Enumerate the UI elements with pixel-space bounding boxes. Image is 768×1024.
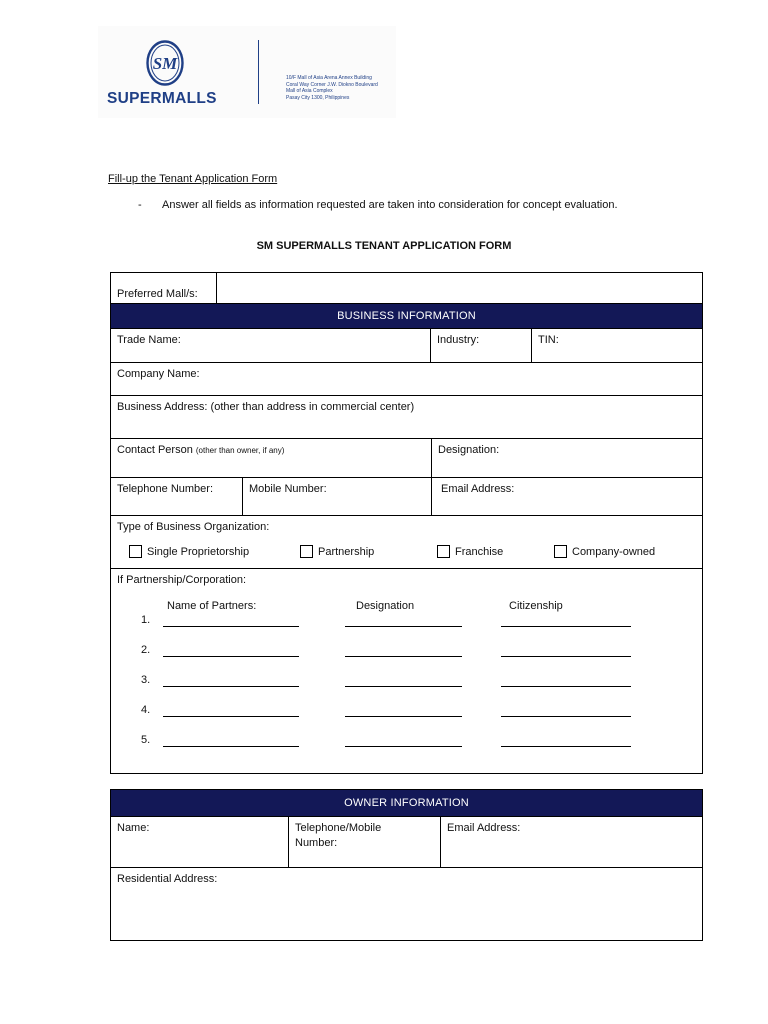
partner-number: 4. bbox=[141, 704, 151, 716]
business-address-label: Business Address: (other than address in commercial center) bbox=[117, 401, 415, 413]
designation-label: Designation: bbox=[438, 444, 500, 456]
mobile-field[interactable] bbox=[242, 478, 431, 515]
telephone-field[interactable] bbox=[111, 478, 242, 515]
phone-row bbox=[111, 478, 702, 516]
partner-citizenship-line[interactable] bbox=[501, 716, 631, 717]
sm-logo bbox=[146, 40, 184, 86]
checkbox-label: Company-owned bbox=[572, 545, 656, 558]
organization-type-label: Type of Business Organization: bbox=[117, 521, 270, 533]
instructions-bullet: Answer all fields as information requested are taken into consideration for concept evaluation. bbox=[162, 199, 618, 211]
partners-row bbox=[111, 569, 702, 773]
owner-information-header: OWNER INFORMATION bbox=[111, 790, 702, 817]
partner-name-line[interactable] bbox=[163, 716, 299, 717]
residential-address-label: Residential Address: bbox=[117, 873, 218, 885]
checkbox-label: Single Proprietorship bbox=[147, 545, 250, 558]
brand-name: SUPERMALLS bbox=[107, 90, 217, 107]
owner-email-label: Email Address: bbox=[447, 822, 521, 834]
residential-address-field[interactable] bbox=[111, 868, 702, 940]
contact-person-note: (other than owner, if any) bbox=[195, 446, 285, 455]
form-title: SM SUPERMALLS TENANT APPLICATION FORM bbox=[256, 240, 512, 252]
address-line: Mall of Asia Complex bbox=[286, 88, 333, 95]
partner-designation-line[interactable] bbox=[345, 656, 462, 657]
partner-designation-line[interactable] bbox=[345, 746, 462, 747]
address-line: Pasay City 1300, Philippines bbox=[286, 94, 350, 101]
industry-label: Industry: bbox=[437, 334, 480, 346]
checkbox-box bbox=[129, 545, 142, 558]
owner-information-table bbox=[110, 789, 703, 941]
contact-person-field[interactable] bbox=[111, 439, 431, 477]
telephone-label: Telephone Number: bbox=[117, 483, 214, 495]
checkbox-box bbox=[554, 545, 567, 558]
tin-field[interactable] bbox=[531, 329, 702, 362]
designation-field[interactable] bbox=[431, 439, 702, 477]
owner-telephone-label: Telephone/Mobile bbox=[295, 822, 382, 834]
checkbox-label: Partnership bbox=[318, 545, 375, 558]
partner-name-line[interactable] bbox=[163, 656, 299, 657]
trade-name-row bbox=[111, 329, 702, 363]
logo-text: SM bbox=[152, 54, 178, 73]
residential-address-row bbox=[111, 868, 702, 940]
business-information-table bbox=[110, 272, 703, 774]
business-address-field[interactable] bbox=[111, 396, 702, 438]
partner-designation-line[interactable] bbox=[345, 626, 462, 627]
company-name-label: Company Name: bbox=[117, 368, 200, 380]
address-line: 10/F Mall of Asia Arena Annex Building bbox=[286, 75, 372, 81]
instructions-dash: - bbox=[138, 199, 142, 211]
instructions-title: Fill-up the Tenant Application Form bbox=[108, 173, 278, 185]
letterhead-address bbox=[286, 75, 378, 101]
industry-field[interactable] bbox=[430, 329, 531, 362]
owner-contact-row bbox=[111, 817, 702, 868]
organization-type-cell bbox=[111, 516, 702, 568]
owner-telephone-label-line2: Number: bbox=[295, 837, 338, 849]
email-field[interactable] bbox=[431, 478, 702, 515]
partner-citizenship-header: Citizenship bbox=[509, 600, 563, 612]
partner-name-line[interactable] bbox=[163, 746, 299, 747]
address-line: Coral Way Corner J.W. Diokno Boulevard bbox=[286, 81, 378, 88]
contact-person-row bbox=[111, 439, 702, 478]
partner-number: 2. bbox=[141, 644, 151, 656]
business-information-header: BUSINESS INFORMATION bbox=[111, 304, 702, 329]
franchise-checkbox[interactable] bbox=[437, 545, 503, 558]
company-name-field[interactable] bbox=[111, 363, 702, 395]
letterhead-divider bbox=[258, 40, 259, 104]
owner-name-label: Name: bbox=[117, 822, 150, 834]
partnership-label: If Partnership/Corporation: bbox=[117, 574, 247, 586]
partnership-checkbox[interactable] bbox=[300, 545, 374, 558]
partner-citizenship-line[interactable] bbox=[501, 686, 631, 687]
trade-name-label: Trade Name: bbox=[117, 334, 181, 346]
partner-name-line[interactable] bbox=[163, 626, 299, 627]
tin-label: TIN: bbox=[538, 334, 559, 346]
partner-citizenship-line[interactable] bbox=[501, 656, 631, 657]
partner-number: 3. bbox=[141, 674, 151, 686]
business-address-row bbox=[111, 396, 702, 439]
preferred-malls-field[interactable] bbox=[216, 273, 702, 303]
partner-designation-header: Designation bbox=[356, 600, 415, 612]
company-owned-checkbox[interactable] bbox=[554, 545, 655, 558]
trade-name-field[interactable] bbox=[111, 329, 430, 362]
company-name-row bbox=[111, 363, 702, 396]
mobile-label: Mobile Number: bbox=[249, 483, 327, 495]
contact-person-label: Contact Person bbox=[117, 444, 193, 456]
partner-number: 5. bbox=[141, 734, 151, 746]
partner-number: 1. bbox=[141, 614, 151, 626]
owner-email-field[interactable] bbox=[440, 817, 702, 867]
checkbox-box bbox=[300, 545, 313, 558]
partner-name-line[interactable] bbox=[163, 686, 299, 687]
single-proprietorship-checkbox[interactable] bbox=[129, 545, 249, 558]
owner-telephone-field[interactable] bbox=[288, 817, 440, 867]
owner-name-field[interactable] bbox=[111, 817, 288, 867]
preferred-malls-label: Preferred Mall/s: bbox=[117, 288, 198, 300]
organization-type-row bbox=[111, 516, 702, 569]
email-label: Email Address: bbox=[441, 483, 515, 495]
checkbox-box bbox=[437, 545, 450, 558]
partner-name-header: Name of Partners: bbox=[167, 600, 257, 612]
partner-designation-line[interactable] bbox=[345, 716, 462, 717]
preferred-malls-row bbox=[111, 273, 702, 304]
partner-citizenship-line[interactable] bbox=[501, 626, 631, 627]
partner-citizenship-line[interactable] bbox=[501, 746, 631, 747]
partner-designation-line[interactable] bbox=[345, 686, 462, 687]
checkbox-label: Franchise bbox=[455, 545, 504, 558]
